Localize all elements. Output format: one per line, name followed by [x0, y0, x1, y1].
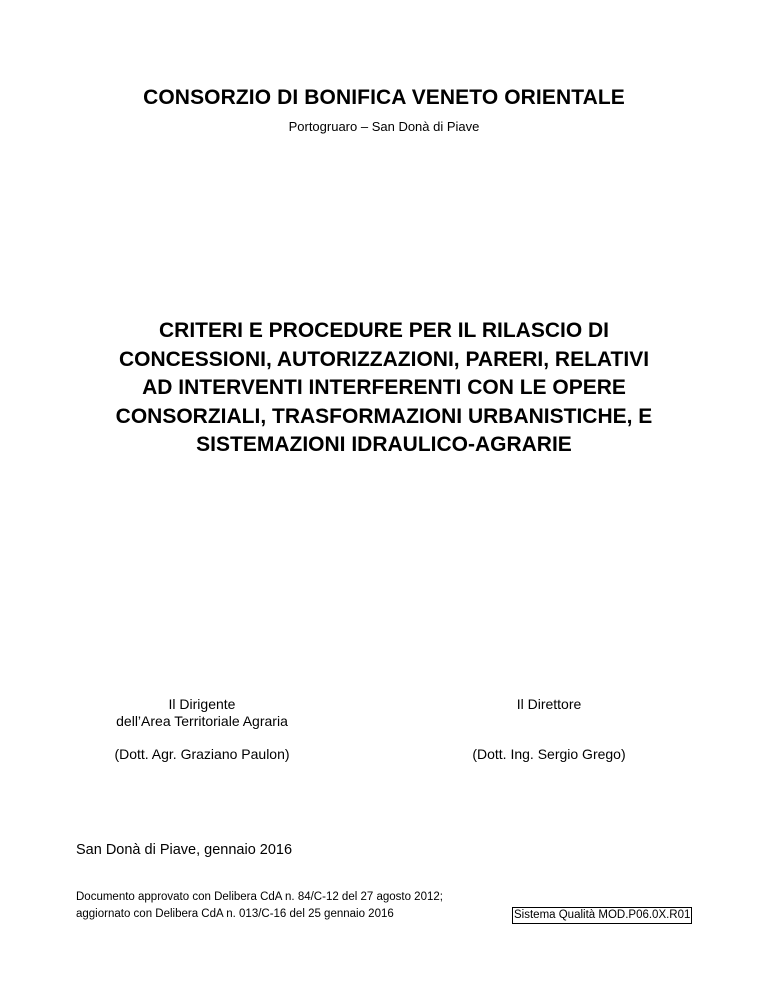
place-and-date: San Donà di Piave, gennaio 2016	[76, 842, 293, 858]
title-line: CONCESSIONI, AUTORIZZAZIONI, PARERI, RELATIVI	[118, 347, 650, 371]
approval-note	[76, 889, 443, 923]
title-line: CONSORZIALI, TRASFORMAZIONI URBANISTICHE, E	[115, 404, 653, 428]
title-line: AD INTERVENTI INTERFERENTI CON LE OPERE	[142, 376, 626, 399]
signature-role: Il Dirigente	[168, 696, 236, 712]
signature-name: (Dott. Ing. Sergio Grego)	[472, 746, 626, 762]
signature-block-dirigente	[78, 696, 326, 763]
signature-role-detail: dell’Area Territoriale Agraria	[116, 713, 288, 729]
signature-role: Il Direttore	[516, 696, 582, 712]
document-title	[60, 317, 708, 460]
organization-location: Portogruaro – San Donà di Piave	[288, 119, 480, 134]
approval-line: aggiornato con Delibera CdA n. 013/C-16 del 25 gennaio 2016	[76, 908, 394, 920]
signature-name: (Dott. Agr. Graziano Paulon)	[114, 746, 290, 762]
title-line: CRITERI E PROCEDURE PER IL RILASCIO DI	[159, 319, 609, 342]
title-line: SISTEMAZIONI IDRAULICO-AGRARIE	[196, 433, 572, 456]
quality-system-code: Sistema Qualità MOD.P06.0X.R01	[512, 907, 692, 924]
organization-name: CONSORZIO DI BONIFICA VENETO ORIENTALE	[143, 86, 625, 109]
approval-line: Documento approvato con Delibera CdA n. 84/C-12 del 27 agosto 2012;	[76, 891, 443, 903]
signature-block-direttore	[425, 696, 673, 763]
